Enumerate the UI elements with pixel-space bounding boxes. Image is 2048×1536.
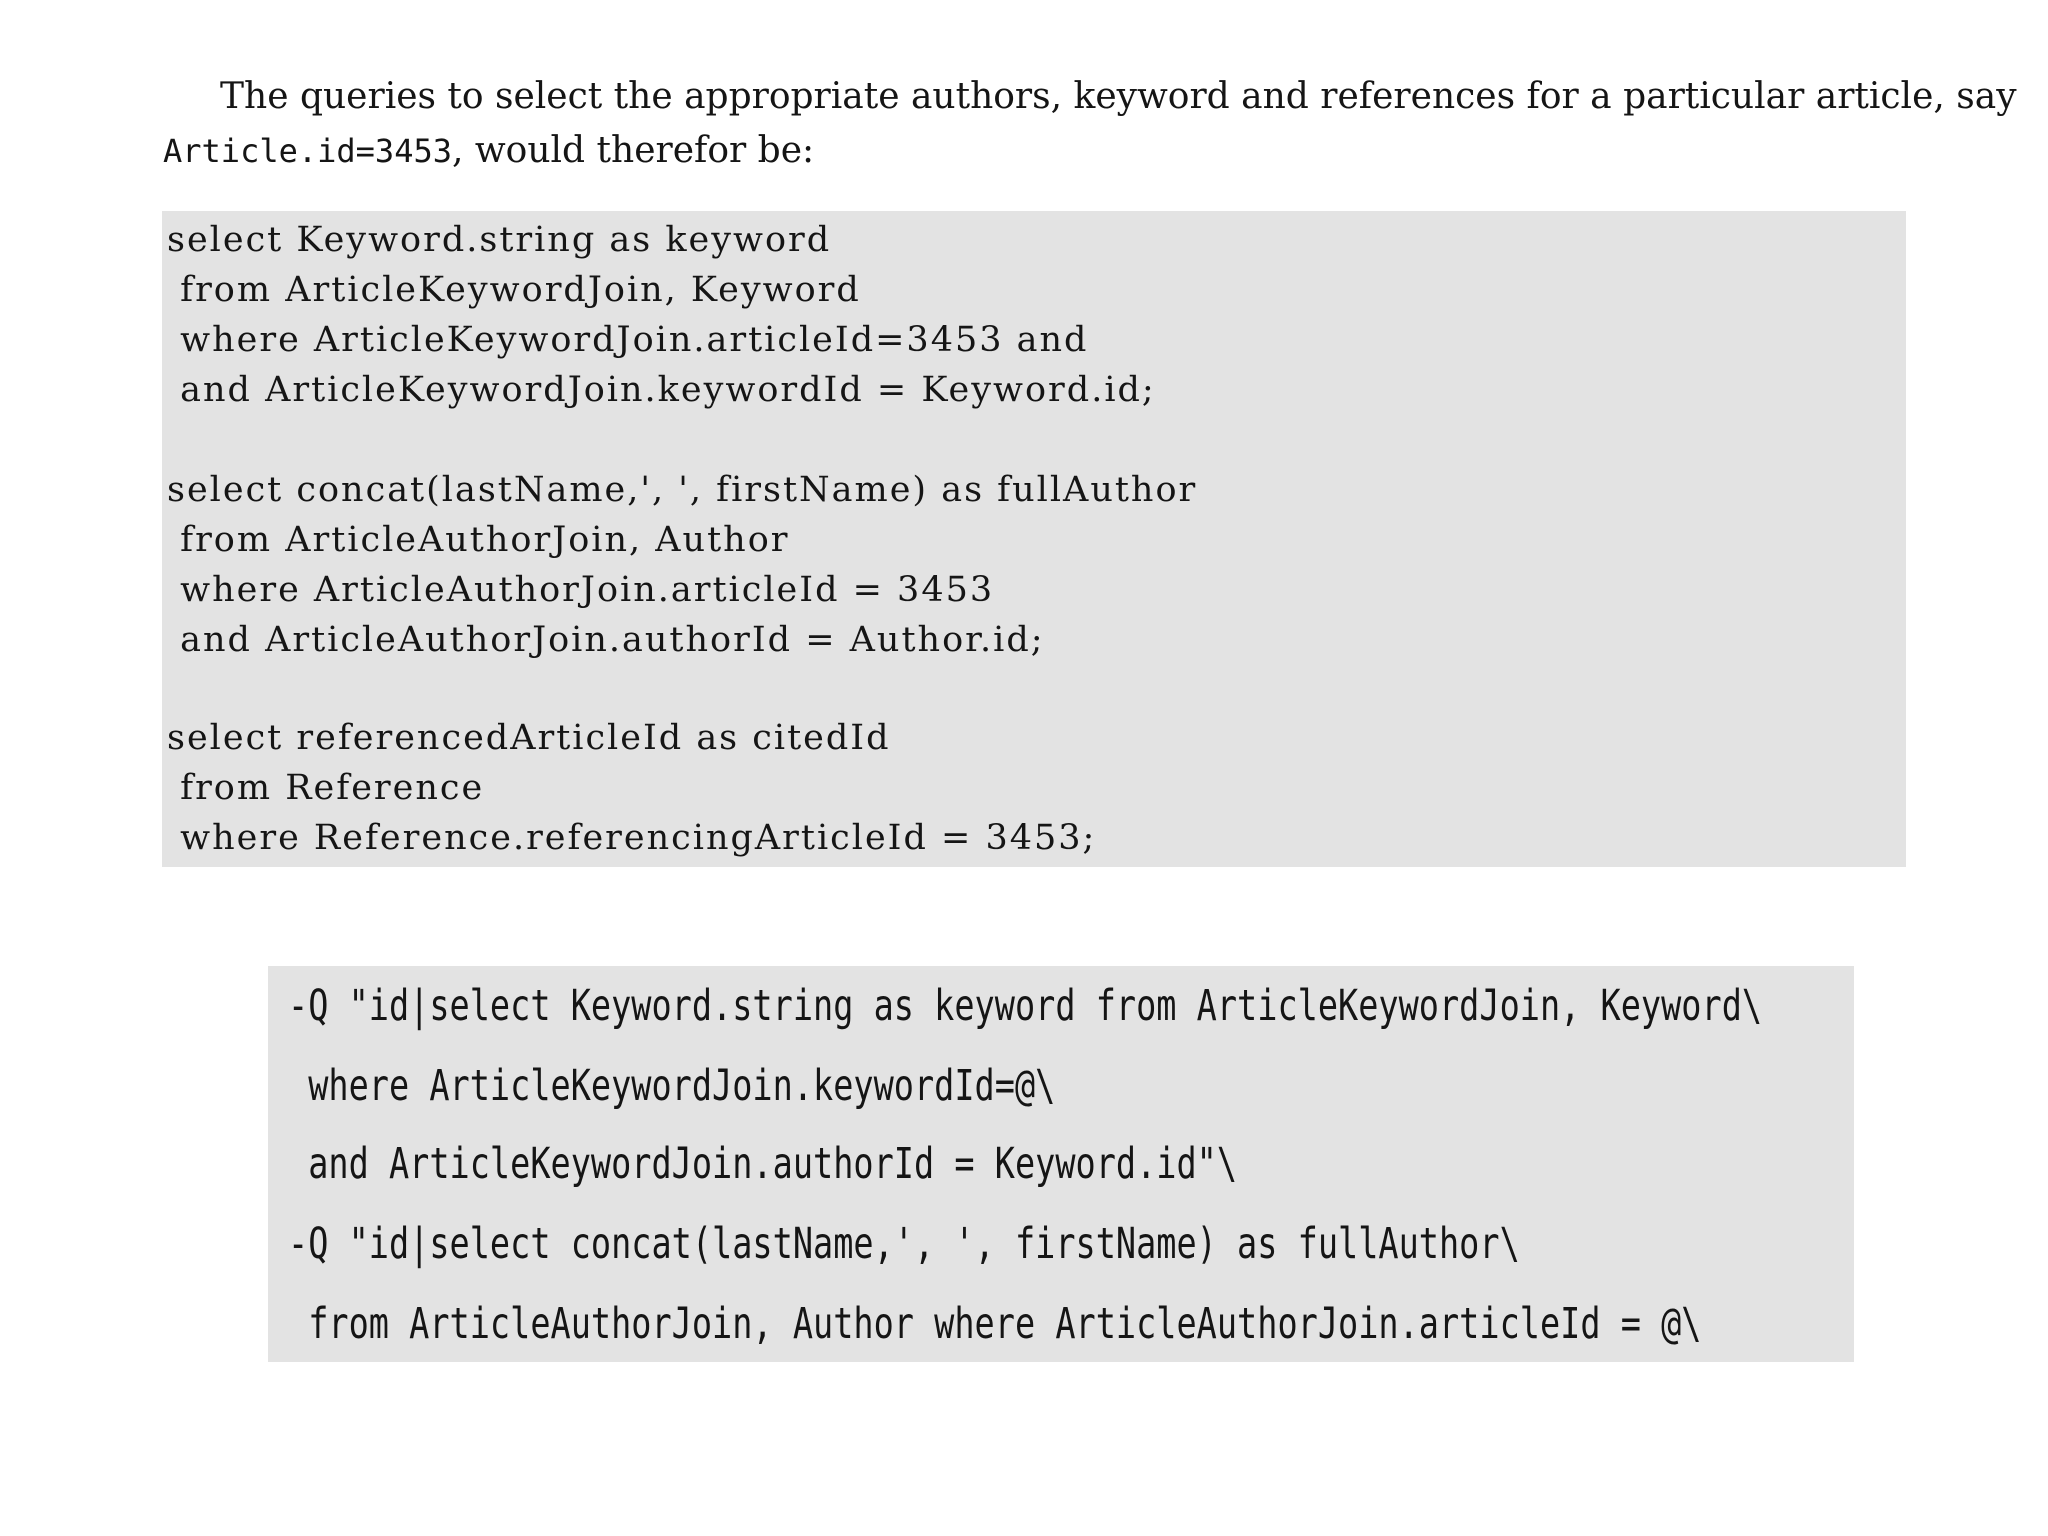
code-line: and ArticleKeywordJoin.authorId = Keyword.id"\ [288,1139,1238,1189]
shell-code-block [268,966,1854,1362]
code-line: from ArticleKeywordJoin, Keyword [167,270,861,310]
code-line: where ArticleKeywordJoin.keywordId=@\ [288,1061,1056,1111]
code-line: -Q "id|select Keyword.string as keyword from ArticleKeywordJoin, Keyword\ [288,981,1763,1031]
code-line: -Q "id|select concat(lastName,', ', firstName) as fullAuthor\ [288,1219,1520,1269]
sql-code-block [162,211,1906,867]
code-line: and ArticleKeywordJoin.keywordId = Keyword.id; [167,370,1156,410]
code-line: and ArticleAuthorJoin.authorId = Author.id; [167,620,1045,660]
code-line: where ArticleAuthorJoin.articleId = 3453 [167,570,995,610]
code-line: select concat(lastName,', ', firstName) as fullAuthor [167,470,1198,510]
keyword-query [167,215,1156,415]
reference-query [167,713,1096,863]
author-query [167,465,1197,665]
code-line: from ArticleAuthorJoin, Author [167,520,790,560]
code-line: select Keyword.string as keyword [167,220,832,260]
code-line: select referencedArticleId as citedId [167,718,891,758]
inline-code-article-id: Article.id=3453 [163,132,452,170]
code-line: where Reference.referencingArticleId = 3453; [167,818,1097,858]
intro-text-line-1: The queries to select the appropriate authors, keyword and references for a particular article, say [220,76,2017,117]
intro-text-line-2-rest: , would therefor be: [451,130,815,171]
code-line: from ArticleAuthorJoin, Author where ArticleAuthorJoin.articleId = @\ [288,1299,1702,1349]
intro-paragraph [163,70,2017,178]
code-line: from Reference [167,768,485,808]
intro-text-line-2 [163,124,1903,178]
code-line: where ArticleKeywordJoin.articleId=3453 and [167,320,1089,360]
